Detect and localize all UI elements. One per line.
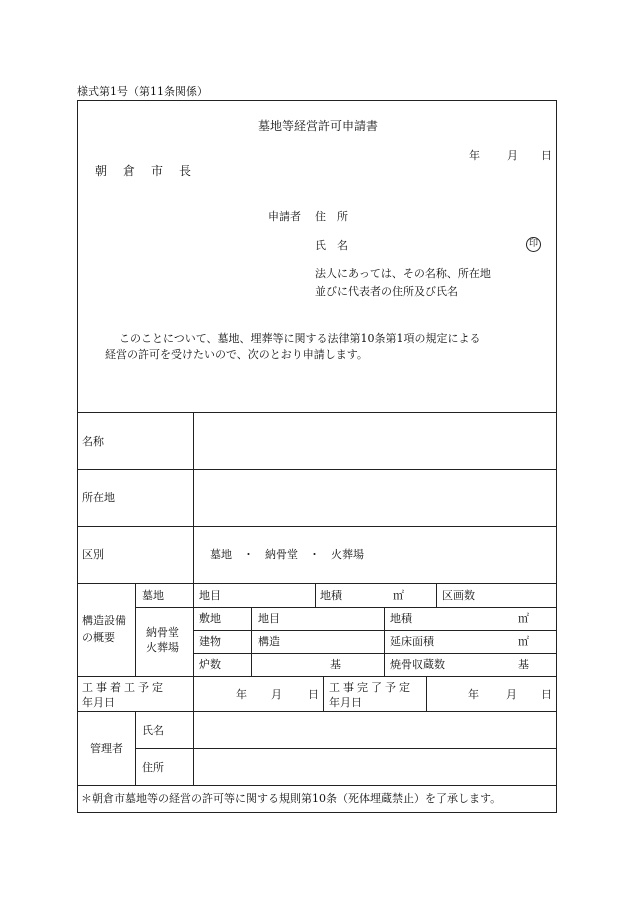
cemetery-label: 墓地	[142, 589, 164, 602]
rule	[193, 653, 557, 654]
end-date-label-line1: 工事完了予定	[329, 681, 413, 694]
end-month: 月	[506, 688, 517, 701]
rule	[135, 748, 557, 749]
rule	[193, 711, 194, 785]
rule	[436, 583, 437, 607]
floor-area-unit: ㎡	[518, 635, 529, 648]
body-text-line2: 経営の許可を受けたいので、次のとおり申請します。	[105, 348, 368, 361]
structure-label-line1: 構造設備	[82, 614, 126, 627]
building-label: 建物	[199, 635, 221, 648]
rule	[77, 711, 557, 712]
rule	[193, 676, 194, 711]
rule	[193, 630, 557, 631]
category-options: 墓地 ・ 納骨堂 ・ 火葬場	[210, 548, 364, 561]
ossuary-label-line2: 火葬場	[146, 641, 179, 654]
rule	[323, 676, 324, 711]
addressee: 朝倉市長	[95, 164, 208, 178]
rule	[384, 607, 385, 676]
applicant-name-label: 氏 名	[315, 239, 348, 252]
document-title: 墓地等経営許可申請書	[258, 119, 379, 133]
manager-label: 管理者	[90, 742, 123, 755]
cemetery-plots: 区画数	[442, 589, 475, 602]
rule	[77, 526, 557, 527]
rule	[135, 711, 136, 785]
date-year: 年	[469, 149, 480, 162]
manager-name-label: 氏名	[142, 724, 164, 737]
ossuary-label-line1: 納骨堂	[146, 626, 179, 639]
body-text-line1: このことについて、墓地、埋葬等に関する法律第10条第1項の規定による	[119, 332, 481, 345]
furnace-count-label: 炉数	[199, 658, 221, 671]
start-year: 年	[236, 688, 247, 701]
site-land-category: 地目	[258, 612, 280, 625]
location-label: 所在地	[82, 491, 115, 504]
rule	[251, 607, 252, 676]
seal-mark: 印	[526, 237, 541, 252]
rule	[77, 583, 557, 584]
rule	[77, 469, 557, 470]
bone-unit: 基	[518, 658, 529, 671]
site-area: 地積	[390, 612, 412, 625]
start-day: 日	[308, 688, 319, 701]
rule	[315, 583, 316, 607]
form-number: 様式第1号（第11条関係）	[77, 85, 208, 98]
start-month: 月	[271, 688, 282, 701]
rule	[135, 607, 557, 608]
rule	[426, 676, 427, 711]
rule	[193, 583, 194, 676]
application-section	[77, 100, 557, 813]
site-area-unit: ㎡	[518, 612, 529, 625]
corporate-note-line2: 並びに代表者の住所及び氏名	[315, 285, 458, 298]
end-day: 日	[541, 688, 552, 701]
start-date-label-line1: 工事着工予定	[82, 681, 166, 694]
date-day: 日	[541, 149, 552, 162]
rule	[193, 412, 194, 583]
bone-capacity-label: 焼骨収蔵数	[390, 658, 445, 671]
applicant-label: 申請者	[268, 210, 301, 223]
manager-address-label: 住所	[142, 761, 164, 774]
applicant-address-label: 住 所	[315, 210, 348, 223]
end-date-label-line2: 年月日	[329, 696, 362, 709]
date-month: 月	[507, 149, 518, 162]
rule	[135, 583, 136, 676]
rule	[77, 412, 557, 413]
cemetery-area-unit: ㎡	[393, 589, 404, 602]
floor-area-label: 延床面積	[390, 635, 434, 648]
end-year: 年	[468, 688, 479, 701]
structure-label-line2: の概要	[82, 631, 115, 644]
category-label: 区別	[82, 548, 104, 561]
rule	[77, 676, 557, 677]
start-date-label-line2: 年月日	[82, 696, 115, 709]
construction-label: 構造	[258, 635, 280, 648]
cemetery-area: 地積	[320, 589, 342, 602]
rule	[77, 785, 557, 786]
cemetery-land-category: 地目	[199, 589, 221, 602]
corporate-note-line1: 法人にあっては、その名称、所在地	[315, 267, 491, 280]
footer-note: ＊朝倉市墓地等の経営の許可等に関する規則第10条（死体埋蔵禁止）を了承します。	[81, 792, 502, 805]
name-label: 名称	[82, 435, 104, 448]
furnace-unit: 基	[330, 658, 341, 671]
site-label: 敷地	[199, 612, 221, 625]
